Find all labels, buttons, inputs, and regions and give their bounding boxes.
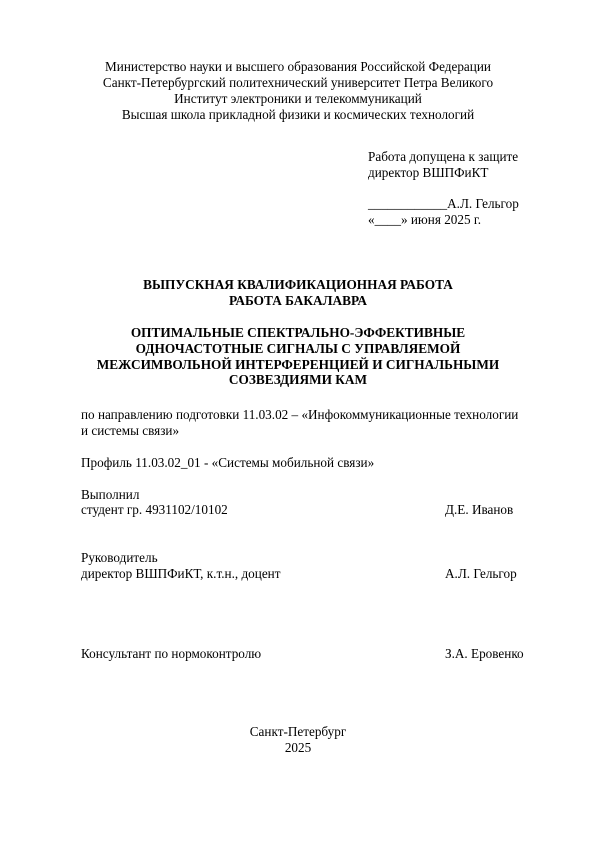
school-name: Высшая школа прикладной физики и космических технологий bbox=[121, 107, 475, 122]
consultant-label: Консультант по нормоконтролю bbox=[81, 646, 262, 661]
profile: Профиль 11.03.02_01 - «Системы мобильной связи» bbox=[81, 455, 375, 470]
approval-signature: ____________А.Л. Гельгор bbox=[368, 196, 519, 211]
city: Санкт-Петербург bbox=[249, 724, 347, 739]
consultant-name: З.А. Еровенко bbox=[445, 646, 524, 661]
direction-line2: и системы связи» bbox=[81, 423, 180, 438]
ministry-name: Министерство науки и высшего образования Российской Федерации bbox=[105, 59, 491, 74]
thesis-title-line1: ОПТИМАЛЬНЫЕ СПЕКТРАЛЬНО-ЭФФЕКТИВНЫЕ bbox=[130, 325, 466, 340]
author-label: Выполнил bbox=[81, 487, 140, 502]
supervisor-label: Руководитель bbox=[81, 550, 158, 565]
thesis-title-line4: СОЗВЕЗДИЯМИ КАМ bbox=[228, 372, 368, 387]
author-group: студент гр. 4931102/10102 bbox=[81, 502, 228, 517]
work-type-line1: ВЫПУСКНАЯ КВАЛИФИКАЦИОННАЯ РАБОТА bbox=[143, 277, 453, 292]
work-type-line2: РАБОТА БАКАЛАВРА bbox=[228, 293, 368, 308]
author-name: Д.Е. Иванов bbox=[445, 502, 514, 517]
thesis-title-line3: МЕЖСИМВОЛЬНОЙ ИНТЕРФЕРЕНЦИЕЙ И СИГНАЛЬНЫМИ bbox=[96, 357, 500, 372]
university-name: Санкт-Петербургский политехнический университет Петра Великого bbox=[102, 75, 494, 90]
approval-date: «____» июня 2025 г. bbox=[368, 212, 482, 227]
supervisor-position: директор ВШПФиКТ, к.т.н., доцент bbox=[81, 566, 281, 581]
year: 2025 bbox=[284, 740, 312, 755]
institute-name: Институт электроники и телекоммуникаций bbox=[174, 91, 422, 106]
thesis-title-line2: ОДНОЧАСТОТНЫЕ СИГНАЛЫ С УПРАВЛЯЕМОЙ bbox=[135, 341, 461, 356]
approval-director: директор ВШПФиКТ bbox=[368, 165, 489, 180]
direction-line1: по направлению подготовки 11.03.02 – «Инфокоммуникационные технологии bbox=[81, 407, 519, 422]
supervisor-name: А.Л. Гельгор bbox=[445, 566, 517, 581]
approval-line: Работа допущена к защите bbox=[368, 149, 519, 164]
